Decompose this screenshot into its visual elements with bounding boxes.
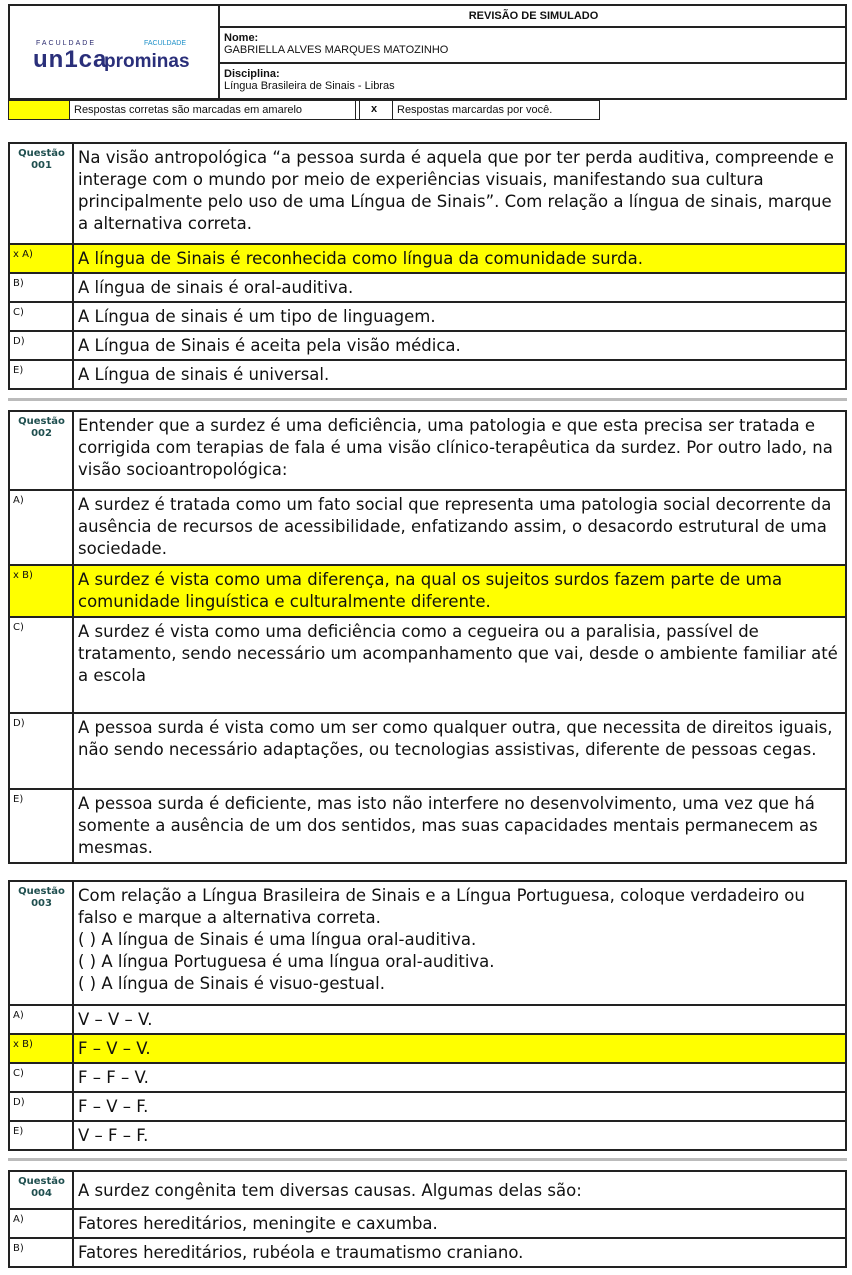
option-row[interactable] — [10, 1120, 845, 1149]
option-text: A surdez é vista como uma deficiência como a cegueira ou a paralisia, passível de tratamento, sendo necessário um acompanhamento que vai, desde o ambiente familiar até a escola — [78, 622, 838, 685]
option-text: A língua de Sinais é reconhecida como língua da comunidade surda. — [78, 249, 643, 268]
question-number: 002 — [31, 428, 52, 439]
question-row — [10, 412, 845, 489]
name-label: Nome: — [224, 32, 259, 44]
option-label: x B) — [10, 566, 74, 616]
option-label: A) — [10, 491, 74, 564]
question-separator — [8, 1158, 847, 1161]
question-block — [8, 410, 847, 864]
option-label: C) — [10, 303, 74, 330]
question-text: Com relação a Língua Brasileira de Sinais e a Língua Portuguesa, coloque verdadeiro ou falso e marque a alternativa correta. ( ) A língua de Sinais é uma língua oral-auditiva. ( ) A língua Portuguesa é uma língua oral-auditiva. ( ) A língua de Sinais é visuo-gestual. — [78, 886, 805, 993]
option-row[interactable] — [10, 712, 845, 788]
question-text: Entender que a surdez é uma deficiência, uma patologia e que esta precisa ser tratada e corrigida com terapias de fala é uma visão clínico-terapêutica da surdez. Por outro lado, na visão socioantropológica: — [78, 416, 833, 479]
question-label — [10, 144, 74, 243]
option-row[interactable] — [10, 243, 845, 272]
legend-correct-text: Respostas corretas são marcadas em amarelo — [69, 100, 360, 120]
option-label: B) — [10, 1239, 74, 1266]
option-text: F – F – V. — [78, 1068, 149, 1087]
option-row[interactable] — [10, 489, 845, 564]
legend-marked-text: Respostas marcardas por você. — [392, 100, 600, 120]
question-word: Questão — [18, 886, 65, 897]
question-label — [10, 1172, 74, 1208]
option-text: F – V – V. — [78, 1039, 151, 1058]
student-name: GABRIELLA ALVES MARQUES MATOZINHO — [224, 44, 449, 56]
option-label: D) — [10, 332, 74, 359]
question-label — [10, 882, 74, 1004]
option-row[interactable] — [10, 1033, 845, 1062]
discipline-name: Língua Brasileira de Sinais - Libras — [224, 80, 395, 92]
option-label: D) — [10, 1093, 74, 1120]
question-word: Questão — [18, 1176, 65, 1187]
logo-caption-left: FACULDADE — [36, 40, 97, 47]
question-word: Questão — [18, 416, 65, 427]
logo-prominas: prominas — [104, 51, 190, 72]
faculty-logo — [10, 6, 220, 98]
option-row[interactable] — [10, 1062, 845, 1091]
option-text: A pessoa surda é deficiente, mas isto não interfere no desenvolvimento, uma vez que há somente a ausência de um dos sentidos, mas suas capacidades mentais permanecem as mesmas. — [78, 794, 818, 857]
question-row — [10, 1172, 845, 1208]
option-row[interactable] — [10, 359, 845, 388]
option-label: E) — [10, 1122, 74, 1149]
page-title: REVISÃO DE SIMULADO — [220, 6, 847, 28]
option-text: V – F – F. — [78, 1126, 149, 1145]
option-row[interactable] — [10, 564, 845, 616]
option-row[interactable] — [10, 616, 845, 712]
option-label: x A) — [10, 245, 74, 272]
question-number: 004 — [31, 1188, 52, 1199]
question-block — [8, 880, 847, 1151]
option-row[interactable] — [10, 272, 845, 301]
question-text: A surdez congênita tem diversas causas. Algumas delas são: — [78, 1181, 582, 1200]
question-row — [10, 882, 845, 1004]
logo-caption-right: FACULDADE — [144, 40, 187, 47]
option-text: V – V – V. — [78, 1010, 153, 1029]
option-text: A surdez é vista como uma diferença, na qual os sujeitos surdos fazem parte de uma comunidade linguística e culturalmente diferente. — [78, 570, 783, 611]
option-label: E) — [10, 790, 74, 862]
option-text: F – V – F. — [78, 1097, 149, 1116]
student-name-cell — [220, 28, 847, 64]
option-row[interactable] — [10, 1237, 845, 1266]
option-row[interactable] — [10, 330, 845, 359]
question-label — [10, 412, 74, 489]
option-row[interactable] — [10, 301, 845, 330]
option-text: A Língua de sinais é um tipo de linguagem. — [78, 307, 436, 326]
option-text: A Língua de Sinais é aceita pela visão médica. — [78, 336, 461, 355]
option-text: Fatores hereditários, rubéola e traumatismo craniano. — [78, 1243, 524, 1262]
option-text: A surdez é tratada como um fato social que representa uma patologia social decorrente da ausência de recursos de acessibilidade, enfatizando assim, o desacordo estrutural de uma sociedade. — [78, 495, 832, 558]
question-separator — [8, 398, 847, 401]
option-label: B) — [10, 274, 74, 301]
option-label: C) — [10, 1064, 74, 1091]
review-header — [8, 4, 847, 100]
option-label: A) — [10, 1210, 74, 1237]
question-block — [8, 1170, 847, 1268]
discipline-cell — [220, 64, 847, 98]
logo-unica: un1ca — [33, 46, 108, 73]
option-label: x B) — [10, 1035, 74, 1062]
legend-yellow-swatch — [8, 100, 70, 120]
question-number: 003 — [31, 898, 52, 909]
option-text: A Língua de sinais é universal. — [78, 365, 330, 384]
discipline-label: Disciplina: — [224, 68, 280, 80]
option-text: Fatores hereditários, meningite e caxumba. — [78, 1214, 438, 1233]
option-text: A língua de sinais é oral-auditiva. — [78, 278, 354, 297]
option-text: A pessoa surda é vista como um ser como qualquer outra, que necessita de direitos iguais, não sendo necessário adaptações, ou tecnologias assistivas, diferente de pessoas cegas. — [78, 718, 833, 759]
option-row[interactable] — [10, 1091, 845, 1120]
legend-mark: x — [355, 100, 393, 120]
question-block — [8, 142, 847, 390]
question-number: 001 — [31, 160, 52, 171]
option-row[interactable] — [10, 1208, 845, 1237]
question-text: Na visão antropológica “a pessoa surda é aquela que por ter perda auditiva, compreende e interage com o mundo por meio de experiências visuais, manifestando sua cultura principalmente pelo uso de uma Língua de Sinais”. Com relação a língua de sinais, marque a alternativa correta. — [78, 148, 834, 233]
option-label: D) — [10, 714, 74, 788]
option-row[interactable] — [10, 1004, 845, 1033]
question-word: Questão — [18, 148, 65, 159]
option-label: E) — [10, 361, 74, 388]
question-row — [10, 144, 845, 243]
option-label: C) — [10, 618, 74, 712]
option-label: A) — [10, 1006, 74, 1033]
option-row[interactable] — [10, 788, 845, 862]
